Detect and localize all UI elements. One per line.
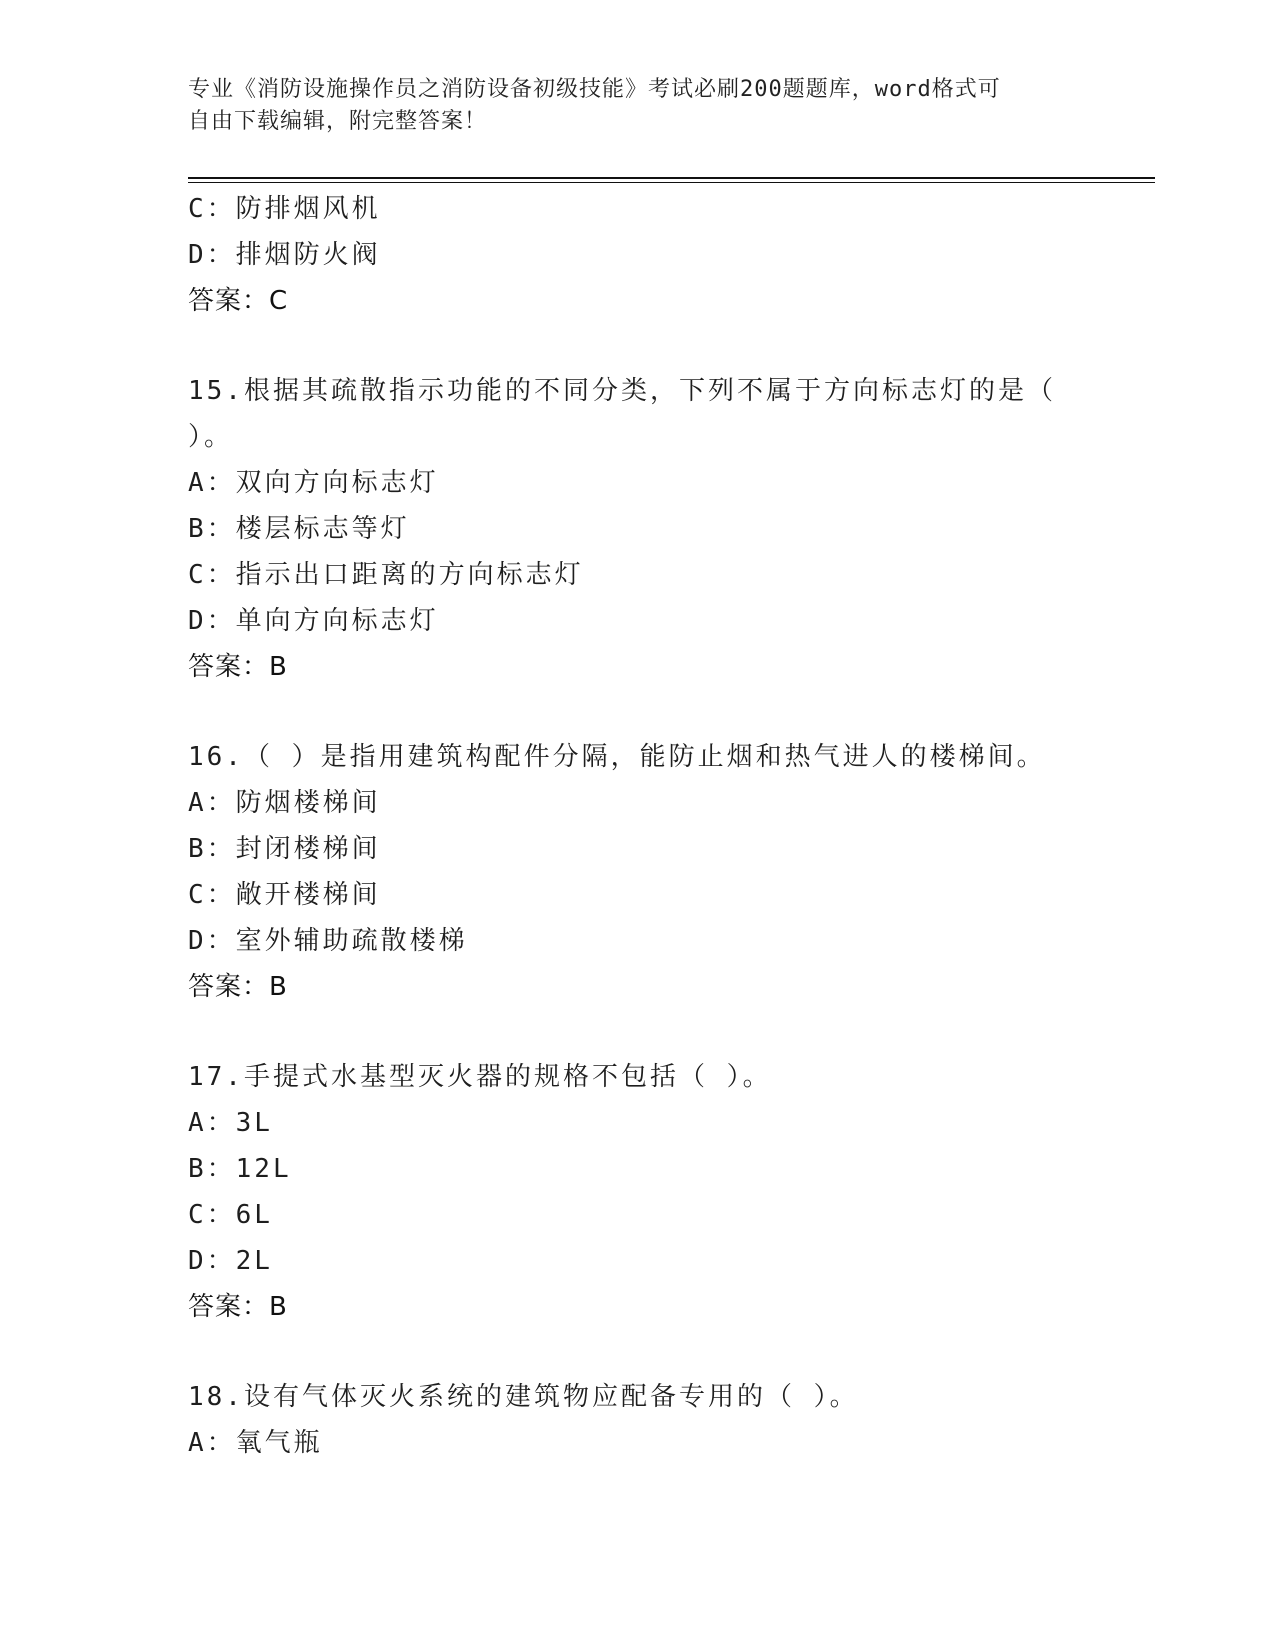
answer-line: 答案：B [188, 652, 288, 682]
option-c: C：敞开楼梯间 [188, 880, 381, 910]
option-d: D：单向方向标志灯 [188, 606, 439, 636]
option-c: C：指示出口距离的方向标志灯 [188, 560, 584, 590]
question-stem-continued: ）。 [188, 422, 234, 452]
answer-line: 答案：B [188, 972, 288, 1002]
question-stem: 17.手提式水基型灭火器的规格不包括（ ）。 [188, 1062, 772, 1092]
question-17 [188, 1054, 1148, 1330]
header-line-1: 专业《消防设施操作员之消防设备初级技能》考试必刷200题题库，word格式可 [188, 77, 1001, 102]
option-a: A：氧气瓶 [188, 1428, 323, 1458]
header-divider-thin [188, 182, 1155, 183]
question-stem: 15.根据其疏散指示功能的不同分类，下列不属于方向标志灯的是（ [188, 376, 1056, 406]
previous-question-tail [188, 186, 1148, 324]
option-d: D：2L [188, 1246, 273, 1276]
option-b: B：楼层标志等灯 [188, 514, 410, 544]
option-d: D：室外辅助疏散楼梯 [188, 926, 468, 956]
answer-line: 答案：B [188, 1292, 288, 1322]
option-b: B：12L [188, 1154, 292, 1184]
question-list [188, 186, 1148, 1466]
option-c: C：6L [188, 1200, 273, 1230]
page-header [188, 74, 1068, 138]
option-d: D：排烟防火阀 [188, 240, 381, 270]
option-b: B：封闭楼梯间 [188, 834, 381, 864]
question-15 [188, 368, 1148, 690]
answer-line: 答案：C [188, 286, 289, 316]
header-divider [188, 177, 1155, 179]
question-18 [188, 1374, 1148, 1466]
option-a: A：防烟楼梯间 [188, 788, 381, 818]
option-c: C：防排烟风机 [188, 194, 381, 224]
question-stem: 16.（ ）是指用建筑构配件分隔，能防止烟和热气进人的楼梯间。 [188, 742, 1046, 772]
option-a: A：双向方向标志灯 [188, 468, 439, 498]
header-line-2: 自由下载编辑，附完整答案！ [188, 109, 488, 134]
question-stem: 18.设有气体灭火系统的建筑物应配备专用的（ ）。 [188, 1382, 859, 1412]
option-a: A：3L [188, 1108, 273, 1138]
question-16 [188, 734, 1148, 1010]
